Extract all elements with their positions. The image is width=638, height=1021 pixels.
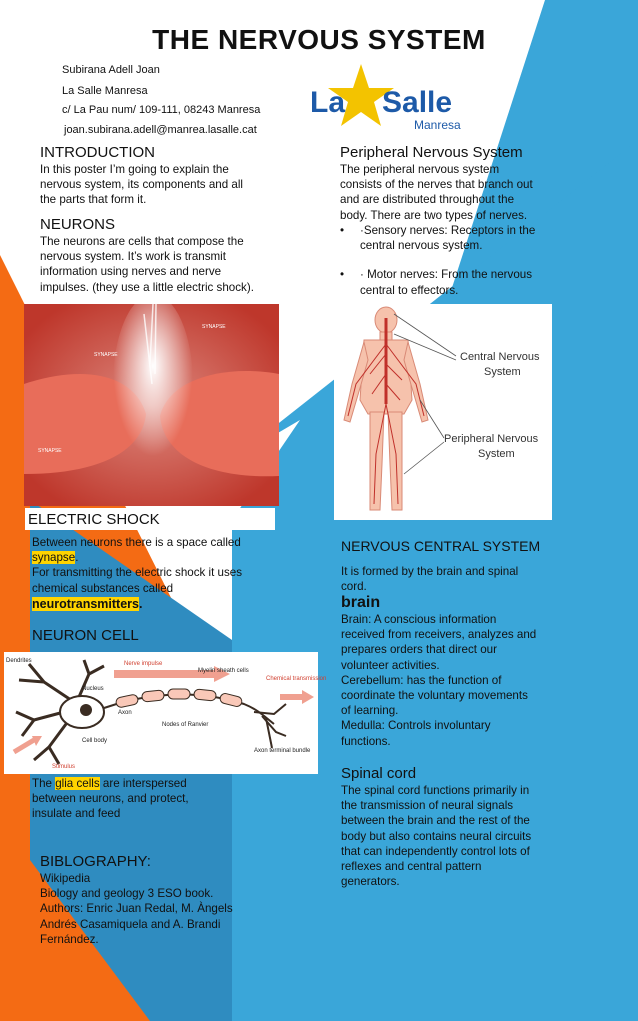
brain-line: Medulla: Controls involuntary [341,719,491,733]
glia-text [32,776,232,822]
label-cns-2: System [484,366,521,378]
brain-line: prepares orders that direct our [341,643,497,657]
electric-period: . [75,551,79,565]
author-school: La Salle Manresa [62,85,148,97]
label-chemical: Chemical transmission [266,676,327,682]
spinal-heading: Spinal cord [341,765,417,782]
electric-line-synapse [32,550,272,565]
neurons-heading: NEURONS [40,216,116,233]
intro-text [40,162,243,208]
glia-highlight: glia cells [55,777,100,790]
author-name: Subirana Adell Joan [62,64,160,76]
glia-line: insulate and feed [32,807,121,821]
synapse-label: SYNAPSE [94,352,118,358]
spinal-text [341,783,531,889]
neurons-line: impulses. (they use a little electric shock). [40,280,254,294]
poster-title: THE NERVOUS SYSTEM [152,24,486,55]
brain-line: Cerebellum: has the function of [341,673,502,687]
bullet-line: · Motor nerves: From the nervous [360,268,533,282]
intro-line: nervous system, its components and all [40,178,243,192]
intro-line: the parts that form it. [40,193,147,207]
biblio-text [40,871,233,947]
bullet-icon: • [340,224,345,237]
list-item [340,223,560,253]
cns-text [341,564,518,594]
brain-text [341,612,536,749]
bullet-line: ·Sensory nerves: Receptors in the [360,224,536,237]
synapse-illustration [24,304,279,506]
pns-heading: Peripheral Nervous System [340,144,523,161]
neurons-line: nervous system. It’s work is transmit [40,250,226,264]
cns-line: It is formed by the brain and spinal [341,565,519,578]
pns-line: and are distributed throughout the [340,193,515,207]
cns-line: cord. [341,580,367,594]
author-address: c/ La Pau num/ 109-111, 08243 Manresa [62,104,261,116]
glia-post: are interspersed [99,777,187,790]
neurotransmitters-highlight: neurotransmitters [32,596,139,611]
electric-line: For transmitting the electric shock it uses [32,566,243,580]
author-email: joan.subirana.adell@manrea.lasalle.cat [64,124,257,136]
spinal-line: that can independently control lots of [341,844,530,858]
biblio-line: Authors: Enric Juan Redal, M. Àngels [40,902,233,916]
pns-line: consists of the nerves that branch out [340,178,533,192]
pns-bullets [340,223,560,298]
brain-line: coordinate the voluntary movements [341,689,528,703]
synapse-image [24,304,279,506]
brain-heading: brain [341,594,381,611]
synapse-label: SYNAPSE [202,324,226,330]
neuron-cell-heading: NEURON CELL [32,627,139,644]
pns-line: The peripheral nervous system [340,163,500,176]
cns-heading: NERVOUS CENTRAL SYSTEM [341,538,541,554]
logo-word-salle: Salle [382,86,453,119]
logo-word-manresa: Manresa [414,118,461,132]
biblio-line: Fernández. [40,932,99,946]
label-pns-2: System [478,448,515,460]
stimulus-arrow [14,740,34,752]
synapse-label: SYNAPSE [38,448,62,454]
glia-line: between neurons, and protect, [32,792,189,806]
brain-line: functions. [341,734,391,748]
pns-text [340,162,533,223]
logo-word-la: La [310,86,346,119]
neuron-cell-diagram [4,652,327,774]
label-axon-terminal: Axon terminal bundle [254,748,311,754]
spinal-line: between the brain and the rest of the [341,814,530,828]
bullet-line: central nervous system. [360,239,483,253]
neurons-line: information using nerves and nerve [40,265,222,279]
bullet-icon: • [340,268,345,282]
intro-line: In this poster I’m going to explain the [40,163,229,176]
label-cns: Central Nervous [460,351,540,363]
intro-heading: INTRODUCTION [40,144,155,161]
electric-text [32,535,272,613]
spinal-line: body but also contains neural circuits [341,829,532,843]
label-nodes: Nodes of Ranvier [162,722,209,728]
electric-line: chemical substances called [32,581,174,595]
brain-line: Brain: A conscious information [341,613,497,626]
lasalle-logo [308,62,468,132]
nervous-system-body-image [334,304,552,520]
spinal-line: the transmission of neural signals [341,799,514,813]
label-pns: Peripheral Nervous [444,433,539,445]
biblio-heading: BIBLOGRAPHY: [40,853,151,870]
biblio-line: Wikipedia [40,872,91,885]
nucleus-shape [80,704,92,716]
axon-terminal-shape [254,704,286,748]
synapse-highlight: synapse [32,551,76,565]
neurons-line: The neurons are cells that compose the [40,235,244,248]
electric-line: Between neurons there is a space called [32,536,241,549]
label-nucleus: Nucleus [82,686,104,692]
brain-line: volunteer activities. [341,658,440,672]
list-item [340,267,560,297]
electric-period: . [138,596,143,611]
spinal-line: reflexes and central pattern [341,860,482,874]
myelin-sheaths [115,689,243,708]
label-stimulus: Stimulus [52,764,76,770]
biblio-line: Andrés Casamiquela and A. Brandi [40,917,221,931]
spinal-line: The spinal cord functions primarily in [341,784,530,797]
brain-line: of learning. [341,704,399,718]
glia-line [32,776,232,791]
brain-line: received from receivers, analyzes and [341,628,537,642]
label-axon: Axon [118,710,132,716]
spinal-line: generators. [341,875,400,889]
neurons-text [40,234,254,295]
pns-line: body. There are two types of nerves. [340,208,528,222]
label-myelin: Myelin sheath cells [198,668,249,674]
glia-pre: The [32,777,56,790]
label-nerve-impulse: Nerve impulse [124,661,163,667]
electric-heading: ELECTRIC SHOCK [28,511,160,528]
bullet-line: central to effectors. [360,283,459,297]
biblio-line: Biology and geology 3 ESO book. [40,887,214,901]
body-illustration [334,304,552,520]
neuron-illustration [4,652,327,774]
label-dendrites: Dendrites [6,658,32,664]
label-cell-body: Cell body [82,738,108,744]
electric-line-neuro [32,596,272,613]
